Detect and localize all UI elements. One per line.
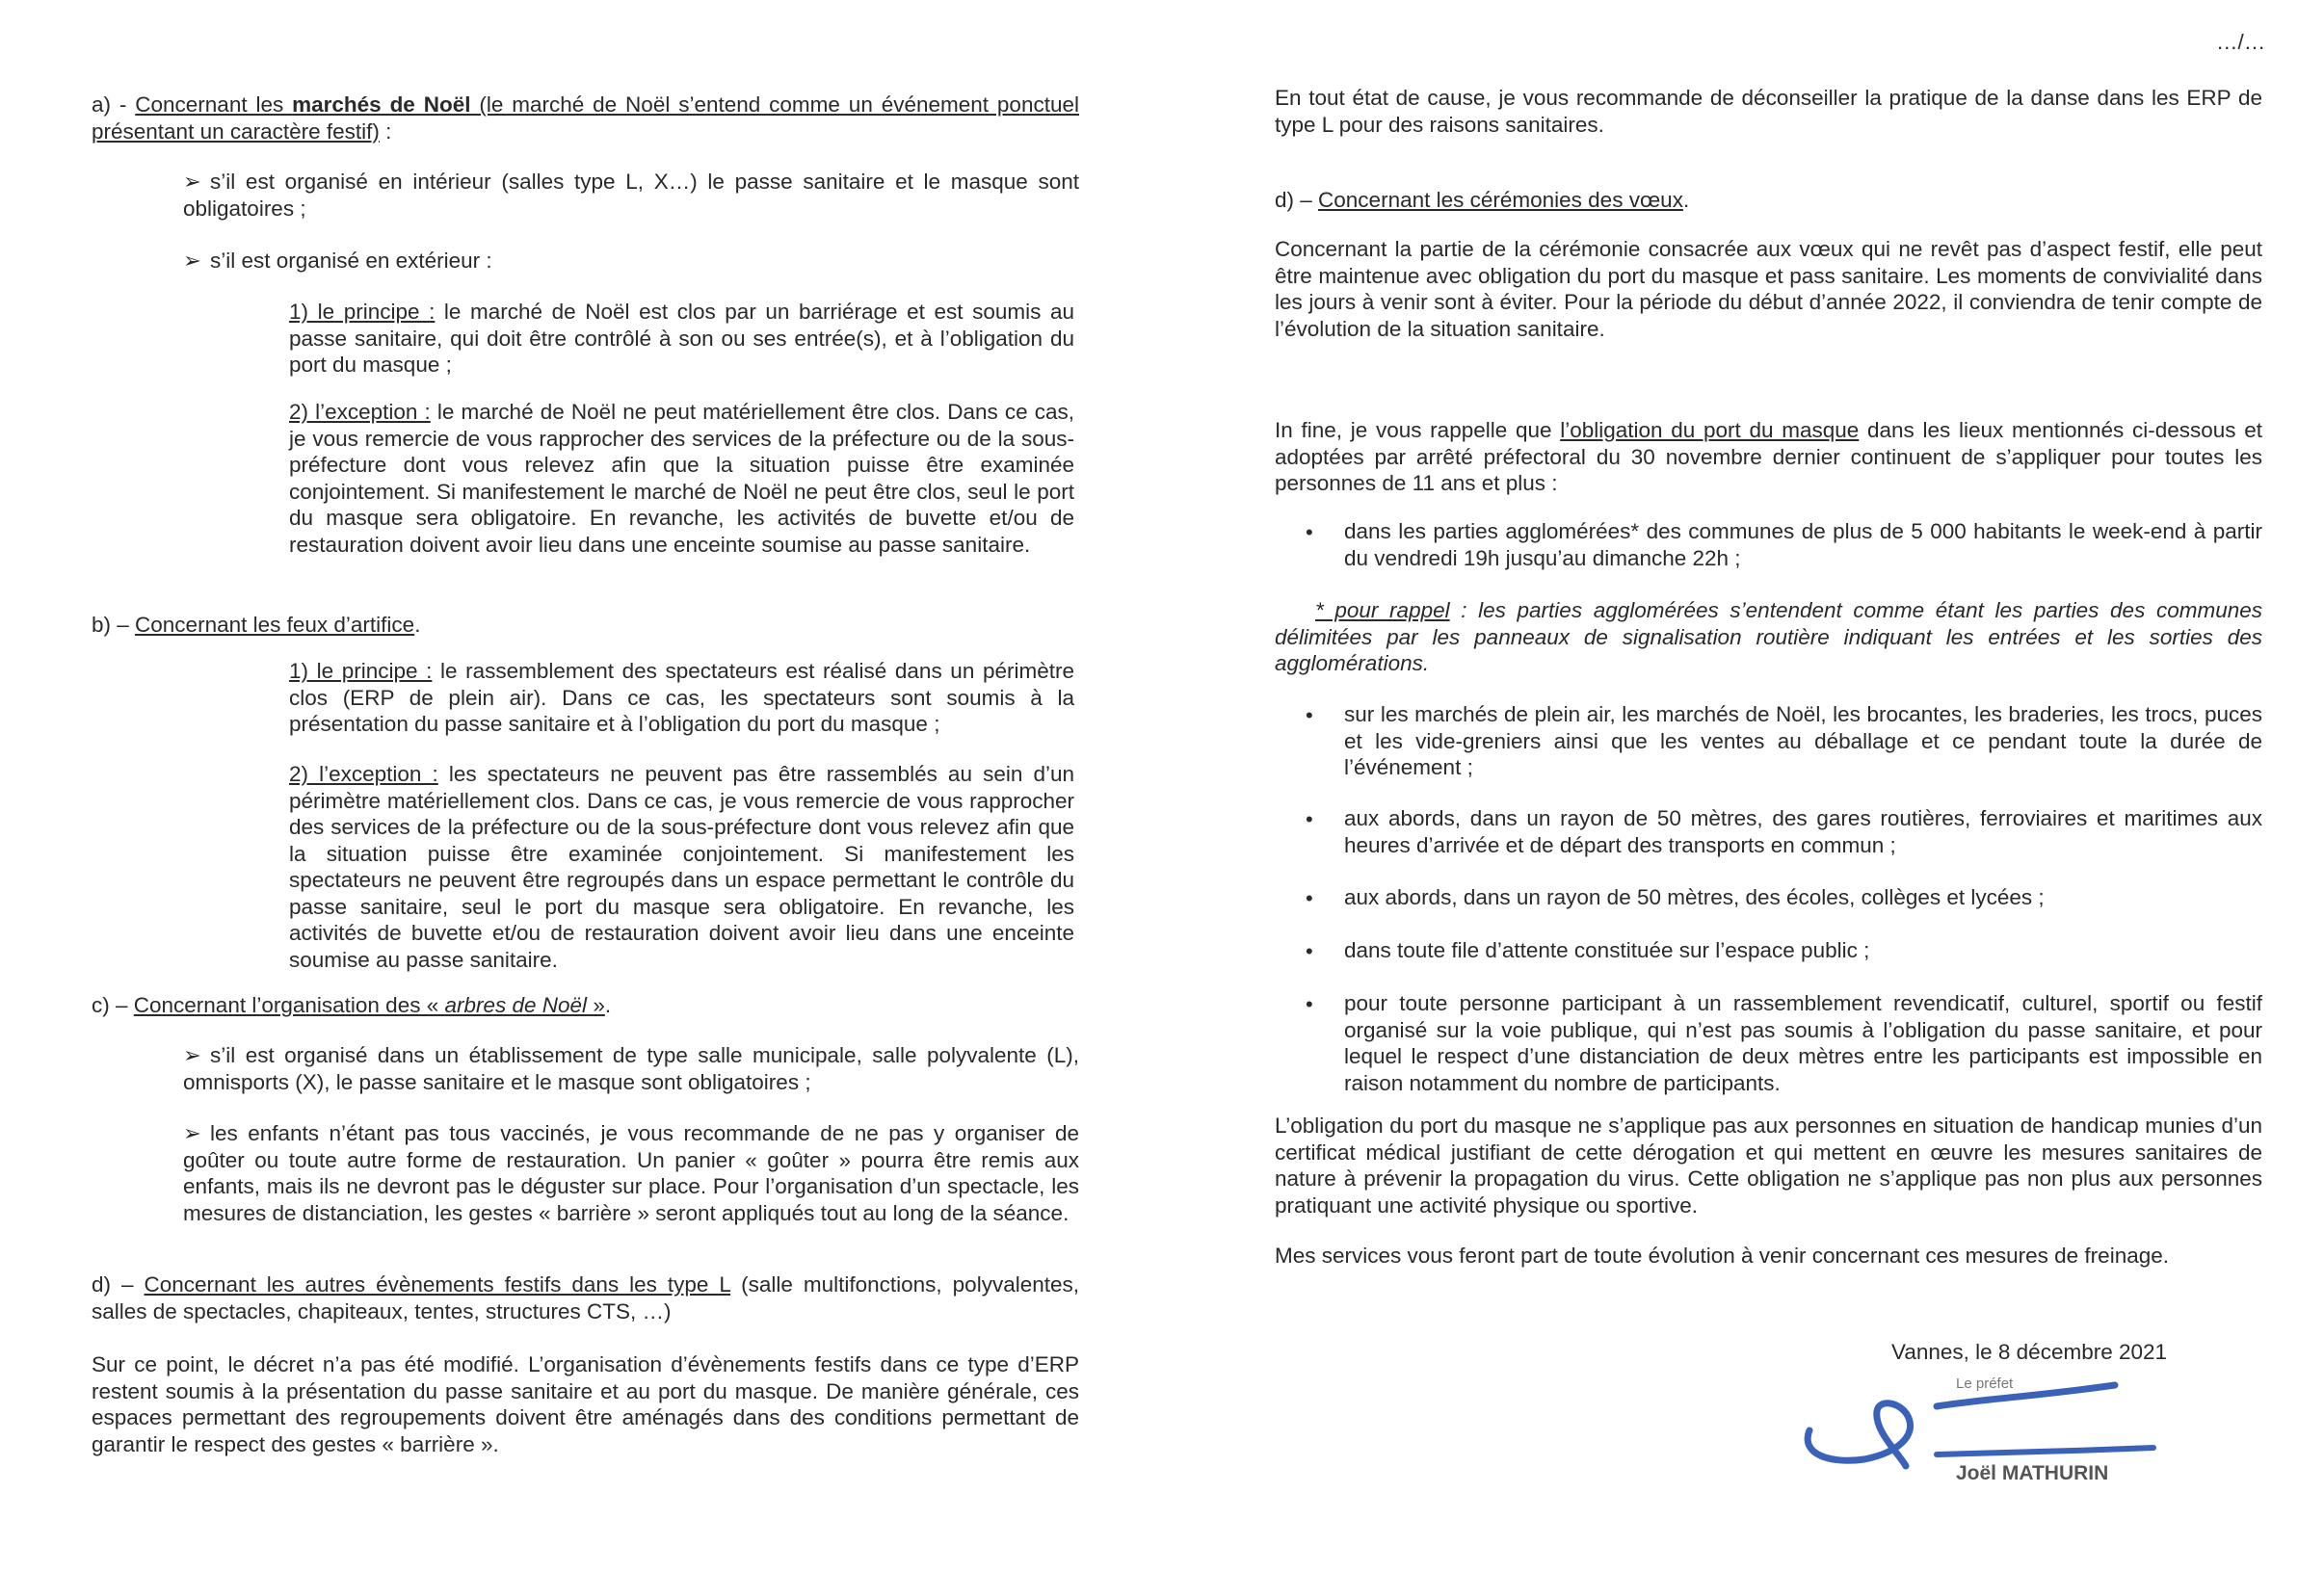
section-a-item-outdoor: ➢ s’il est organisé en extérieur : [183,249,492,273]
ceremony-paragraph: Concernant la partie de la cérémonie consacrée aux vœux qui ne revêt pas d’aspect festif, elle peut être maintenue avec obligation du port du masque et pass sanitaire. Les moments de convivialité dans les jours à venir sont à éviter. Pour la période du début d’année 2022, il conviendra de tenir compte de l’évolution de la situation sanitaire. [1275,237,2262,341]
rule-markets: sur les marchés de plein air, les marchés de Noël, les brocantes, les braderies, les trocs, puces et les vide-greniers ainsi que les ventes au déballage et ce pendant toute la durée de l’événement ; [1344,702,2262,779]
in-fine-paragraph: In fine, je vous rappelle que l’obligation du port du masque dans les lieux mentionnés ci-dessous et adoptées par arrêté préfectoral du 30 novembre dernier continuent de s’appliquer pour toutes les personnes de 11 ans et plus : [1275,418,2263,495]
bullet-dot-icon: • [1306,520,1313,544]
rule-schools: aux abords, dans un rayon de 50 mètres, des écoles, collèges et lycées ; [1344,885,2045,909]
section-b-title: b) – Concernant les feux d’artifice. [92,613,421,637]
section-d-left-paragraph: Sur ce point, le décret n’a pas été modifié. L’organisation d’évènements festifs dans ce type d’ERP restent soumis à la présentation du passe sanitaire et au port du masque. De manière générale, ces espaces permettant des regroupements doivent être aménagés dans des conditions permettant de garantir le respect des gestes « barrière ». [92,1352,1079,1456]
arrow-bullet-icon: ➢ [183,1121,201,1145]
handicap-exemption-paragraph: L’obligation du port du masque ne s’applique pas aux personnes en situation de handicap munies d’un certificat médical justifiant de cette dérogation et qui mettent en œuvre les mesures sanitaires de nature à prévenir la propagation du virus. Cette obligation ne s’applique pas non plus aux personnes pratiquant une activité physique ou sportive. [1275,1114,2262,1218]
rule-agglomerations: dans les parties agglomérées* des communes de plus de 5 000 habitants le week-end à partir du vendredi 19h jusqu’au dimanche 22h ; [1344,519,2262,570]
arrow-bullet-icon: ➢ [183,249,201,273]
section-a-exception: 2) l’exception : le marché de Noël ne peut matériellement être clos. Dans ce cas, je vous remercie de vous rapprocher des services de la préfecture ou de la sous-préfecture dont vous relevez afin que la situation puisse être examinée conjointement. Si manifestement le marché de Noël ne peut être clos, seul le port du masque sera obligatoire. En revanche, les activités de buvette et/ou de restauration doivent avoir lieu dans une enceinte soumise au passe sanitaire. [289,400,1074,557]
rule-gatherings: pour toute personne participant à un rassemblement revendicatif, culturel, sportif ou festif organisé sur la voie publique, qui n’est pas soumis à l’obligation du passe sanitaire, et pour lequel le respect d’une distanciation de deux mètres entre les participants est impossible en raison notamment du nombre de participants. [1344,991,2262,1095]
page-continuation-marker: …/… [2216,30,2266,54]
rule-stations: aux abords, dans un rayon de 50 mètres, des gares routières, ferroviaires et maritimes aux heures d’arrivée et de départ des transports en commun ; [1344,806,2262,857]
bullet-dot-icon: • [1306,703,1313,727]
section-d-right-title: d) – Concernant les cérémonies des vœux. [1275,188,1690,212]
signature-block [1792,1339,2197,1512]
arrow-bullet-icon: ➢ [183,170,201,194]
section-c-title: c) – Concernant l’organisation des « arbres de Noël ». [92,993,612,1017]
closing-sentence: Mes services vous feront part de toute évolution à venir concernant ces mesures de freinage. [1275,1244,2169,1268]
rule-queues: dans toute file d’attente constituée sur l’espace public ; [1344,938,1870,962]
section-c-item-children: ➢ les enfants n’étant pas tous vaccinés, je vous recommande de ne pas y organiser de goûter ou toute autre forme de restauration. Un panier « goûter » pourra être remis aux enfants, mais ils ne devront pas le déguster sur place. Pour l’organisation d’un spectacle, les mesures de distanciation, les gestes « barrière » seront appliqués tout au long de la séance. [183,1121,1079,1225]
section-d-left-title: d) – Concernant les autres évènements festifs dans les type L (salle multifonctions, polyvalentes, salles de spectacles, chapiteaux, tentes, structures CTS, …) [92,1272,1079,1323]
arrow-bullet-icon: ➢ [183,1043,201,1067]
bullet-dot-icon: • [1306,807,1313,831]
section-a-title: a) - Concernant les marchés de Noël (le marché de Noël s’entend comme un événement ponctuel présentant un caractère festif) : [92,92,1079,144]
dance-recommendation: En tout état de cause, je vous recommande de déconseiller la pratique de la danse dans les ERP de type L pour des raisons sanitaires. [1275,86,2262,137]
section-c-item-venue: ➢ s’il est organisé dans un établissement de type salle municipale, salle polyvalente (L), omnisports (X), le passe sanitaire et le masque sont obligatoires ; [183,1043,1079,1094]
section-a-principle: 1) le principe : le marché de Noël est clos par un barriérage et est soumis au passe sanitaire, qui doit être contrôlé à son ou ses entrée(s), et à l’obligation du port du masque ; [289,300,1074,377]
section-b-principle: 1) le principe : le rassemblement des spectateurs est réalisé dans un périmètre clos (ERP de plein air). Dans ce cas, les spectateurs sont soumis à la présentation du passe sanitaire et à l’obligation du port du masque ; [289,659,1074,736]
handwritten-signature-icon [1792,1339,2197,1512]
signatory-name: Joël MATHURIN [1956,1462,2109,1484]
bullet-dot-icon: • [1306,886,1313,910]
section-b-exception: 2) l’exception : les spectateurs ne peuvent pas être rassemblés au sein d’un périmètre matériellement clos. Dans ce cas, je vous remercie de vous rapprocher des services de la préfecture ou de la sous-préfecture dont vous relevez afin que la situation puisse être examinée conjointement. Si manifestement les spectateurs ne peuvent être regroupés dans un espace permettant le contrôle du passe sanitaire, seul le port du masque sera obligatoire. En revanche, les activités de buvette et/ou de restauration doivent avoir lieu dans une enceinte soumise au passe sanitaire. [289,762,1074,972]
prefet-label: Le préfet [1956,1376,2014,1392]
bullet-dot-icon: • [1306,939,1313,963]
date-line: Vannes, le 8 décembre 2021 [1891,1340,2168,1364]
section-a-item-indoor: ➢ s’il est organisé en intérieur (salles type L, X…) le passe sanitaire et le masque sont obligatoires ; [183,170,1079,221]
agglomeration-note: * pour rappel : les parties agglomérées s’entendent comme étant les parties des communes délimitées par les panneaux de signalisation routière indiquant les entrées et les sorties des agglomérations. [1275,598,2262,675]
bullet-dot-icon: • [1306,992,1313,1016]
